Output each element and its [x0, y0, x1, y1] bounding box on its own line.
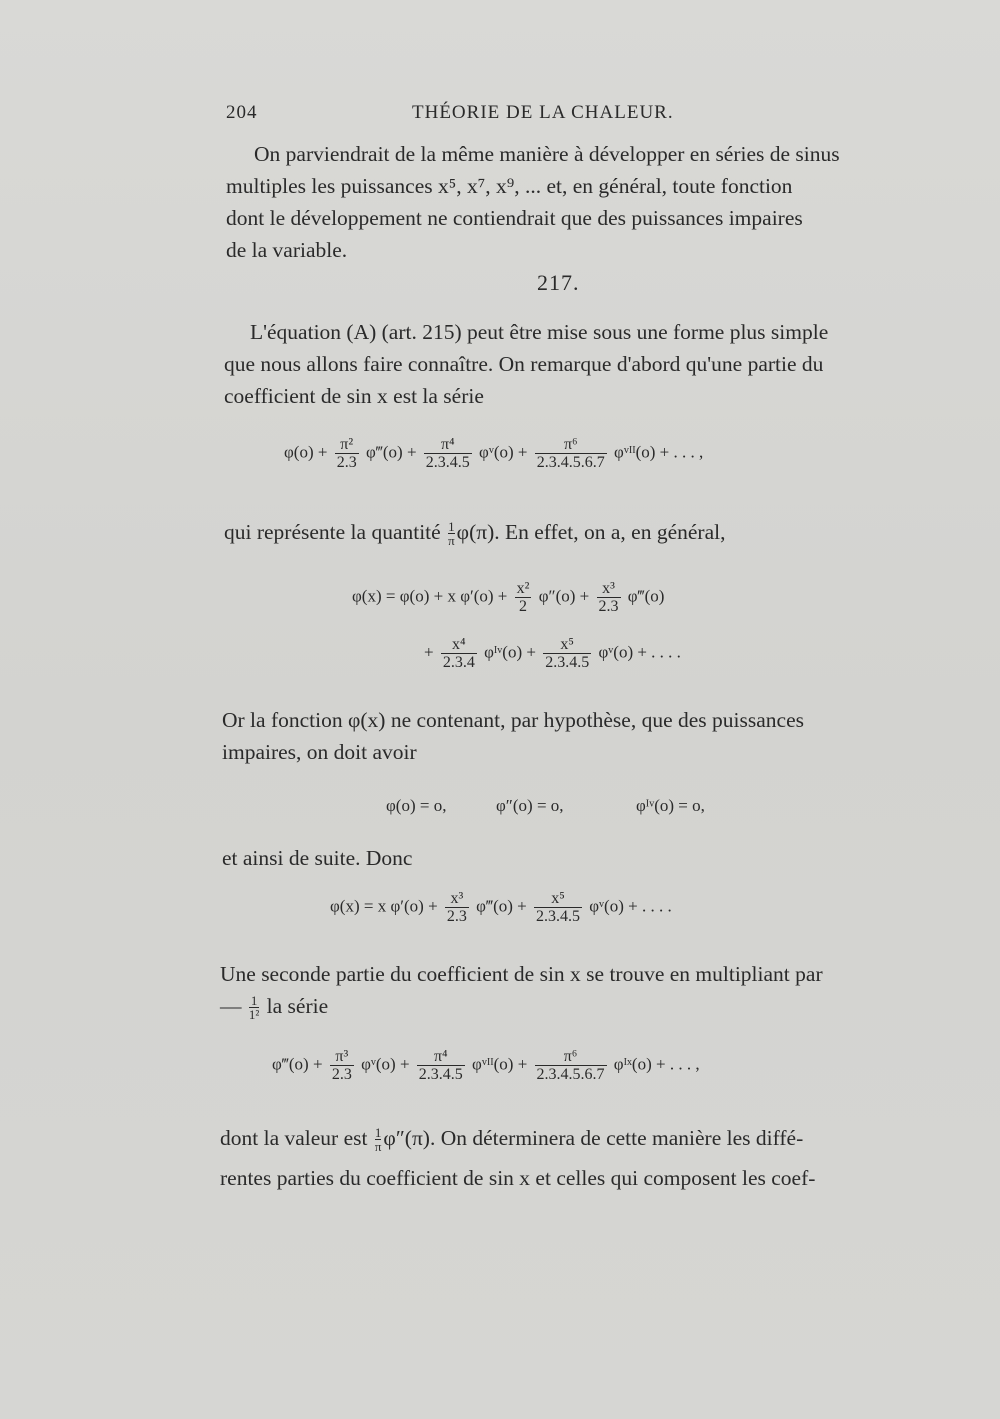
para3-post: φ(π). En effet, on a, en général,: [456, 520, 726, 544]
para1-line4: de la variable.: [226, 238, 348, 262]
para3-pre: qui représente la quantité: [224, 520, 441, 544]
eq2-term4: +: [424, 642, 434, 662]
para5-line1: et ainsi de suite. Donc: [222, 846, 413, 870]
para3-line: [224, 520, 725, 547]
eq2-term2: φ″(o) +: [538, 586, 590, 606]
eq2-fraction2: $\frac{\text{x³}}{2.3}$: [598, 580, 619, 615]
equation-taylor-line2: [424, 636, 681, 671]
eq2-term5: φᴵᵛ(o) +: [484, 642, 536, 662]
eq4-term3: φᵛ(o) + . . . .: [589, 896, 672, 916]
eq4-fraction2: $\frac{\text{x⁵}}{2.3.4.5}$: [535, 890, 580, 925]
eq2-fraction4: $\frac{\text{x⁵}}{2.3.4.5}$: [545, 636, 590, 671]
equation-taylor-line1: [352, 580, 664, 615]
eq1-term4: φᵛᴵᴵ(o) + . . . ,: [614, 442, 704, 462]
para7-line2: rentes parties du coefficient de sin x et celles qui composent les coef-: [220, 1166, 816, 1190]
section-number: 217.: [537, 270, 580, 295]
eq4-fraction1: $\frac{\text{x³}}{2.3}$: [446, 890, 467, 925]
para7-post: φ″(π). On déterminera de cette manière les diffé-: [383, 1126, 804, 1150]
equation-odd-series: [330, 890, 672, 925]
para2-line2: que nous allons faire connaître. On remarque d'abord qu'une partie du: [224, 352, 824, 376]
eq2-fraction3: $\frac{\text{x⁴}}{2.3.4}$: [442, 636, 475, 671]
eq5-fraction1: $\frac{\text{π³}}{2.3}$: [331, 1048, 352, 1083]
eq2-fraction1: $\frac{\text{x²}}{2}$: [516, 580, 530, 615]
equation-series-phi-pi: [284, 436, 703, 471]
eq1-fraction1: $\frac{\text{π²}}{2.3}$: [336, 436, 357, 471]
eq5-term4: φᴵˣ(o) + . . . ,: [613, 1054, 700, 1074]
eq1-term3: φᵛ(o) +: [479, 442, 528, 462]
running-title: THÉORIE DE LA CHALEUR.: [412, 102, 674, 123]
eq1-fraction3: $\frac{\text{π⁶}}{2.3.4.5.6.7}$: [536, 436, 605, 471]
eq2-term6: φᵛ(o) + . . . .: [598, 642, 681, 662]
para1-line1: On parviendrait de la même manière à développer en séries de sinus: [254, 142, 840, 166]
eq2-term1: φ(x) = φ(o) + x φ′(o) +: [352, 586, 508, 606]
eq5-fraction2: $\frac{\text{π⁴}}{2.3.4.5}$: [418, 1048, 463, 1083]
para6-line2: [220, 994, 328, 1021]
eq5-term1: φ‴(o) +: [272, 1054, 323, 1074]
para4-line2: impaires, on doit avoir: [222, 740, 417, 764]
eq4-term1: φ(x) = x φ′(o) +: [330, 896, 438, 916]
para2-line3: coefficient de sin x est la série: [224, 384, 484, 408]
equation-zero-b: φ″(o) = o,: [496, 796, 564, 815]
eq5-term2: φᵛ(o) +: [361, 1054, 410, 1074]
running-header: [226, 102, 898, 132]
eq2-term3: φ‴(o): [627, 586, 665, 606]
eq1-fraction2: $\frac{\text{π⁴}}{2.3.4.5}$: [425, 436, 470, 471]
para6-post: la série: [266, 994, 329, 1018]
para7-pre: dont la valeur est: [220, 1126, 368, 1150]
eq4-term2: φ‴(o) +: [476, 896, 527, 916]
equation-zero-a: φ(o) = o,: [386, 796, 447, 815]
equation-zero-c: φᴵᵛ(o) = o,: [636, 796, 705, 815]
para6-dash: —: [220, 994, 242, 1018]
para2-line1: L'équation (A) (art. 215) peut être mise sous une forme plus simple: [250, 320, 829, 344]
eq1-term2: φ‴(o) +: [365, 442, 417, 462]
para1-line3: dont le développement ne contiendrait que des puissances impaires: [226, 206, 803, 230]
eq5-fraction3: $\frac{\text{π⁶}}{2.3.4.5.6.7}$: [536, 1048, 605, 1083]
equation-series-phi-second: [272, 1048, 700, 1083]
eq5-term3: φᵛᴵᴵ(o) +: [472, 1054, 528, 1074]
para3-fraction: $\frac{1}{\pi}$: [448, 519, 455, 549]
para4-line1: Or la fonction φ(x) ne contenant, par hypothèse, que des puissances: [222, 708, 804, 732]
para6-fraction: $\frac{1}{\text{1²}}$: [248, 993, 260, 1023]
para7-fraction: $\frac{1}{\pi}$: [374, 1125, 382, 1155]
page-number: 204: [226, 102, 258, 123]
eq1-term1: φ(o) +: [284, 442, 328, 462]
para6-line1: Une seconde partie du coefficient de sin x se trouve en multipliant par: [220, 962, 823, 986]
para1-line2: multiples les puissances x⁵, x⁷, x⁹, ... et, en général, toute fonction: [226, 174, 793, 198]
para7-line1: [220, 1126, 803, 1153]
